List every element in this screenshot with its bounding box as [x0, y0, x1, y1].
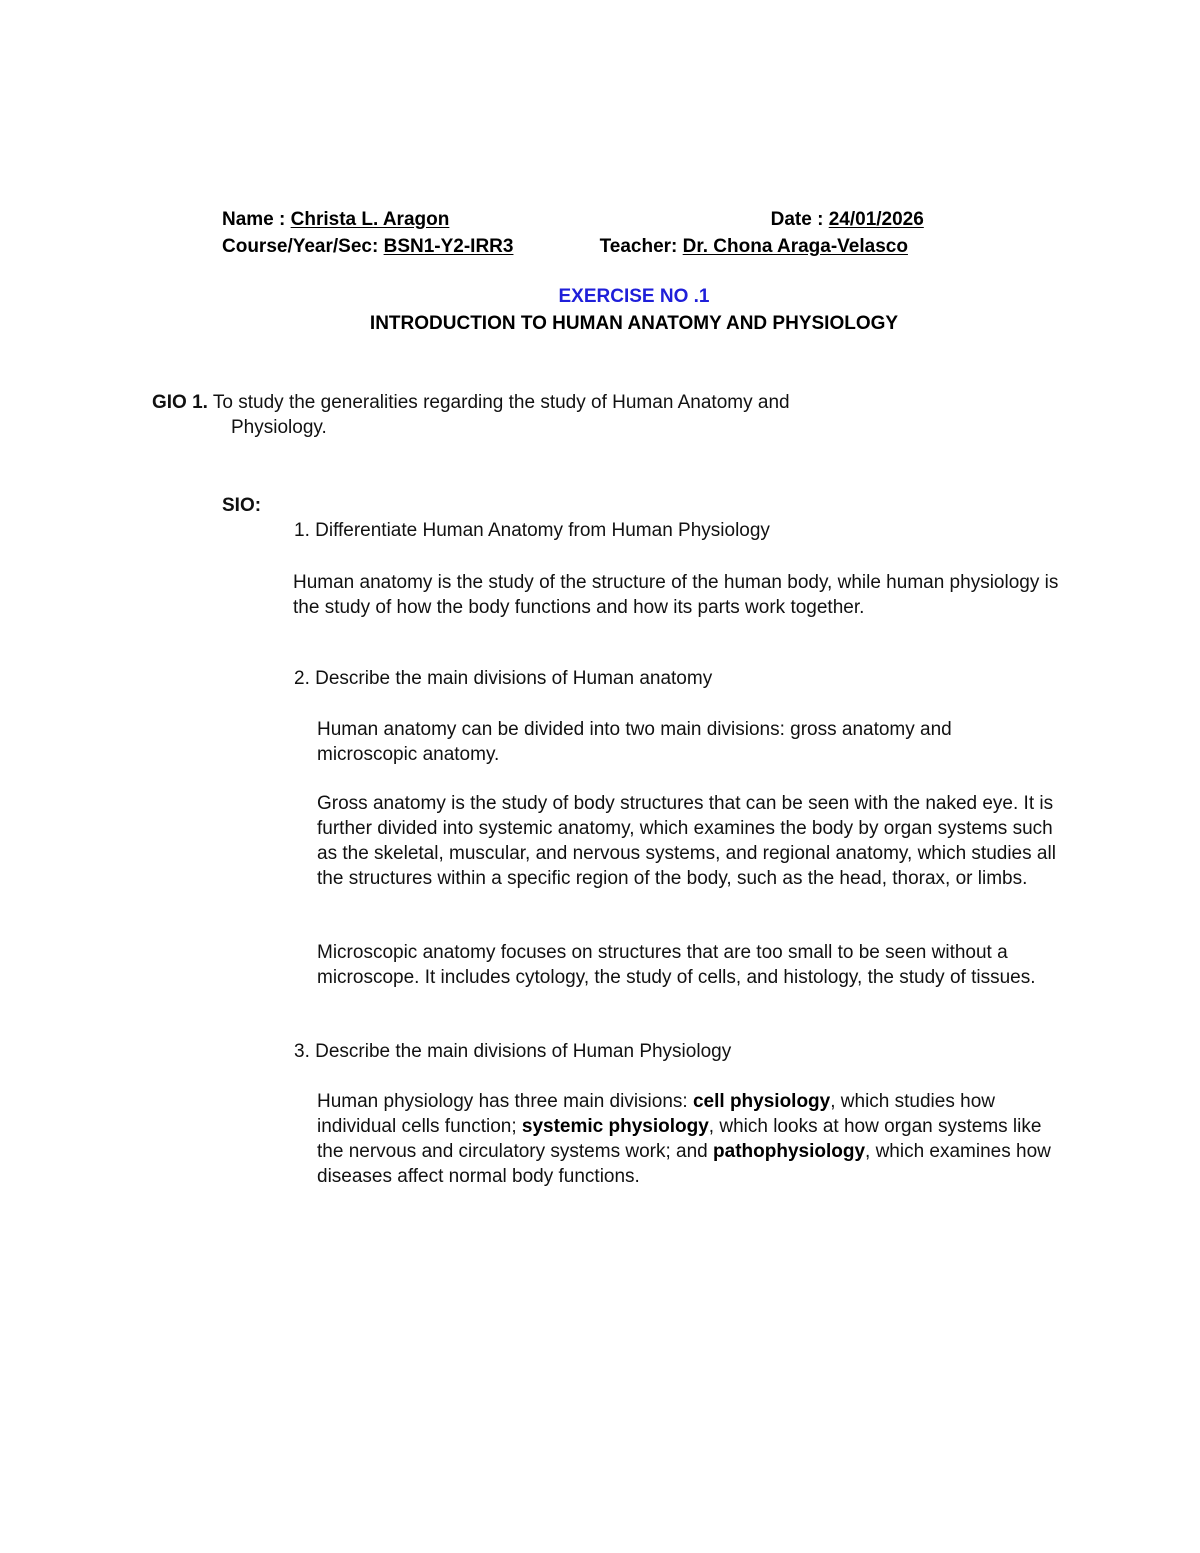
name-value: Christa L. Aragon	[290, 209, 450, 230]
sio-answer-1: Human anatomy is the study of the structure of the human body, while human physiology is the study of how the body functions and how its parts work together.	[293, 572, 1059, 618]
gio-label: GIO 1.	[152, 392, 208, 413]
systemic-physiology-term: systemic physiology	[521, 1116, 709, 1137]
sio-answer-2c: Microscopic anatomy focuses on structures that are too small to be seen without a microscope. It includes cytology, the study of cells, and histology, the study of tissues.	[317, 942, 1036, 988]
answer-3-text-1: Human physiology has three main divisions:	[317, 1091, 693, 1112]
exercise-number: EXERCISE NO .1	[558, 286, 710, 307]
sio-question-1: 1. Differentiate Human Anatomy from Human Physiology	[294, 520, 770, 541]
teacher-value: Dr. Chona Araga-Velasco	[682, 236, 908, 257]
pathophysiology-term: pathophysiology	[713, 1141, 866, 1162]
answer-3-text-4: , which examines how diseases affect normal body functions.	[317, 1141, 1051, 1187]
answer-3-text-3: , which looks at how organ systems like the nervous and circulatory systems work; and	[317, 1116, 1042, 1162]
answer-3-text-2: , which studies how individual cells function;	[317, 1091, 995, 1137]
course-value: BSN1-Y2-IRR3	[383, 236, 514, 257]
sio-answer-3	[317, 1089, 1062, 1189]
cell-physiology-term: cell physiology	[692, 1091, 831, 1112]
date-value: 24/01/2026	[828, 209, 924, 230]
course-label: Course/Year/Sec:	[222, 236, 384, 257]
gio-line-1	[152, 390, 790, 415]
sio-label: SIO:	[222, 495, 262, 516]
sio-answer-2b: Gross anatomy is the study of body structures that can be seen with the naked eye. It is further divided into systemic anatomy, which examines the body by organ systems such as the skeletal, muscular, and nervous systems, and regional anatomy, which studies all the structures within a specific region of the body, such as the head, thorax, or limbs.	[317, 793, 1056, 889]
gio-text-1: To study the generalities regarding the study of Human Anatomy and	[212, 392, 790, 413]
exercise-title: INTRODUCTION TO HUMAN ANATOMY AND PHYSIOLOGY	[369, 313, 899, 334]
sio-answer-2a: Human anatomy can be divided into two main divisions: gross anatomy and microscopic anatomy.	[317, 719, 952, 765]
sio-question-3: 3. Describe the main divisions of Human Physiology	[294, 1041, 732, 1062]
teacher-label: Teacher:	[599, 236, 683, 257]
name-row	[222, 208, 991, 232]
date-label: Date :	[770, 209, 829, 230]
sio-question-2: 2. Describe the main divisions of Human anatomy	[294, 668, 713, 689]
course-row	[222, 235, 908, 259]
name-label: Name :	[222, 209, 291, 230]
gio-line-2: Physiology.	[231, 417, 327, 438]
